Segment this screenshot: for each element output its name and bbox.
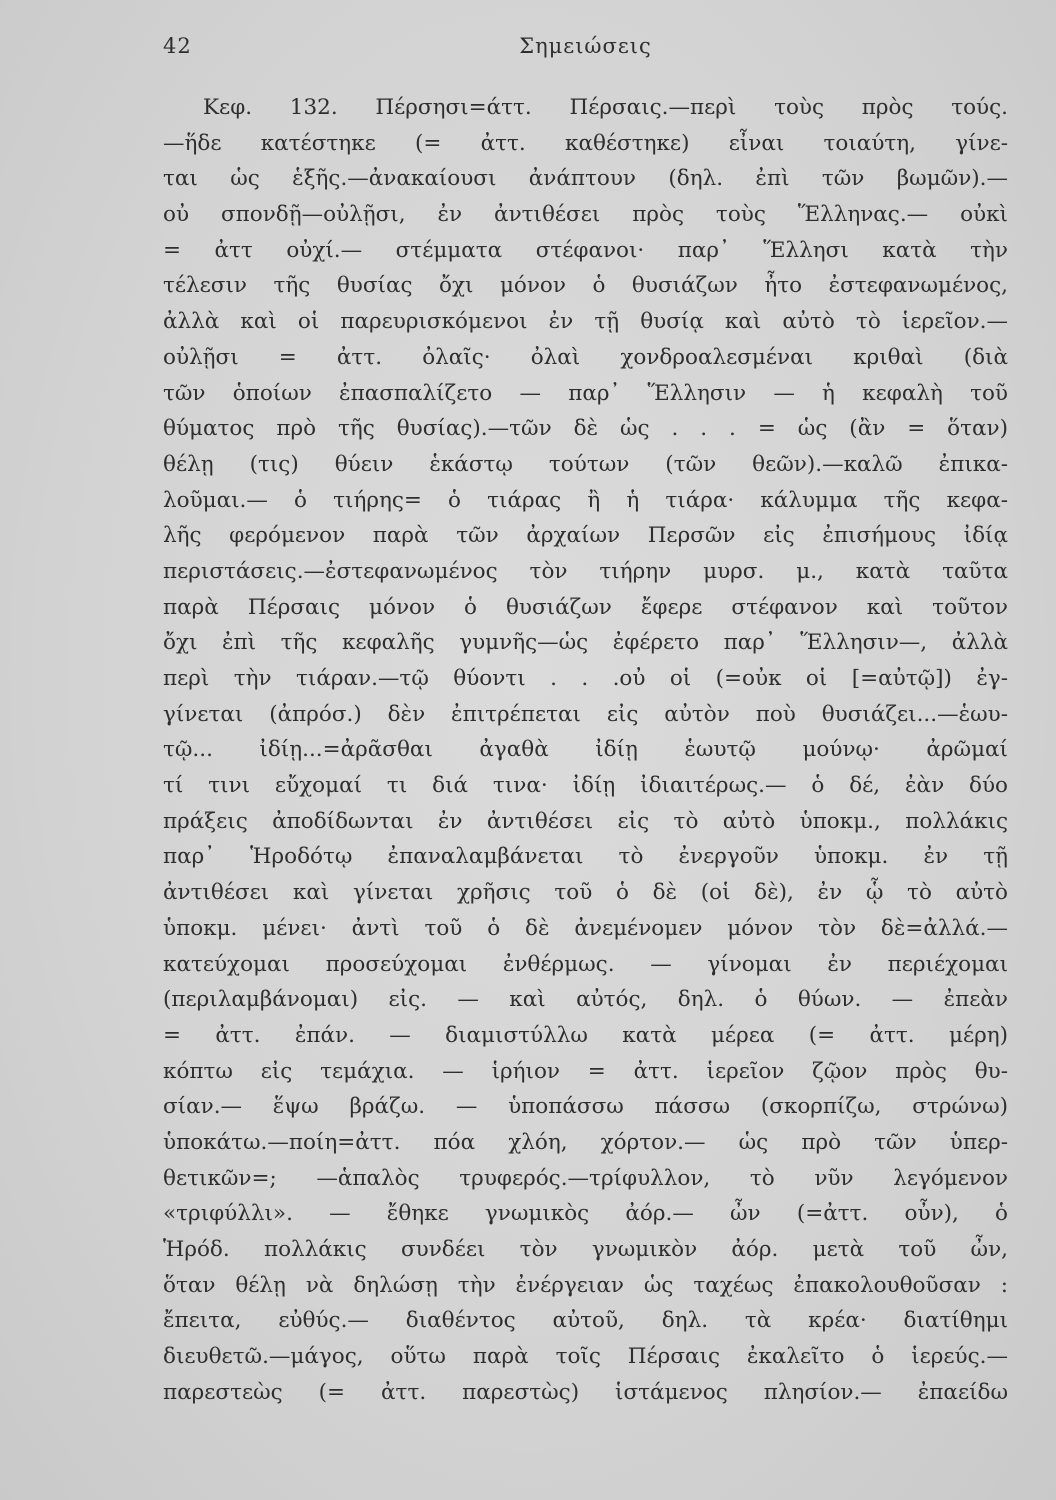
text-line: παρ᾽ Ἡροδότῳ ἐπαναλαμβάνεται τὸ ἐνεργοῦν ὑποκμ. ἐν τῇ xyxy=(163,844,1008,870)
text-line: —ἥδε κατέστηκε (= ἀττ. καθέστηκε) εἶναι τοιαύτη, γίνε- xyxy=(163,130,1008,156)
page-number: 42 xyxy=(163,34,192,58)
text-line: ὅταν θέλῃ νὰ δηλώσῃ τὴν ἐνέργειαν ὡς ταχέως ἐπακολουθοῦσαν : xyxy=(163,1272,1008,1298)
notes-body xyxy=(163,90,1008,1410)
text-line: παρὰ Πέρσαις μόνον ὁ θυσιάζων ἔφερε στέφανον καὶ τοῦτον xyxy=(163,594,1008,620)
text-line: κατεύχομαι προσεύχομαι ἐνθέρμως. — γίνομαι ἐν περιέχομαι xyxy=(163,951,1008,977)
text-line: οὐ σπονδῇ—οὐλῇσι, ἐν ἀντιθέσει πρὸς τοὺς Ἕλληνας.— οὐκὶ xyxy=(163,202,1008,228)
text-line: τῶν ὁποίων ἐπασπαλίζετο — παρ᾽ Ἕλλησιν — ἡ κεφαλὴ τοῦ xyxy=(163,380,1008,406)
text-line: παρεστεὼς (= ἀττ. παρεστὼς) ἱστάμενος πλησίον.— ἐπαείδω xyxy=(163,1379,1008,1405)
text-line: ὑποκάτω.—ποίη=ἀττ. πόα χλόη, χόρτον.— ὡς πρὸ τῶν ὑπερ- xyxy=(163,1129,1008,1155)
text-line: «τριφύλλι». — ἔθηκε γνωμικὸς ἀόρ.— ὦν (=ἀττ. οὖν), ὁ xyxy=(163,1201,1008,1227)
text-line: θύματος πρὸ τῆς θυσίας).—τῶν δὲ ὡς . . . = ὡς (ἂν = ὅταν) xyxy=(163,416,1008,442)
text-line: περὶ τὴν τιάραν.—τῷ θύοντι . . .οὐ οἱ (=οὐκ οἱ [=αὐτῷ]) ἐγ- xyxy=(163,666,1008,691)
text-line: κόπτω εἰς τεμάχια. — ἱρήιον = ἀττ. ἱερεῖον ζῷον πρὸς θυ- xyxy=(163,1058,1008,1084)
text-line: οὐλῇσι = ἀττ. ὀλαῖς· ὀλαὶ χονδροαλεσμέναι κριθαὶ (διὰ xyxy=(163,344,1008,370)
text-line: τῷ... ἰδίῃ...=ἀρᾶσθαι ἀγαθὰ ἰδίῃ ἑωυτῷ μούνῳ· ἀρῶμαί xyxy=(163,737,1008,763)
text-line: θετικῶν=; —ἁπαλὸς τρυφερός.—τρίφυλλον, τὸ νῦν λεγόμενον xyxy=(163,1165,1008,1191)
text-line: περιστάσεις.—ἐστεφανωμένος τὸν τιήρην μυρσ. μ., κατὰ ταῦτα xyxy=(163,558,1008,584)
text-line: σίαν.— ἕψω βράζω. — ὑποπάσσω πάσσω (σκορπίζω, στρώνω) xyxy=(163,1094,1008,1120)
page-header xyxy=(163,34,1008,64)
text-line: = ἀττ. ἐπάν. — διαμιστύλλω κατὰ μέρεα (= ἀττ. μέρη) xyxy=(163,1022,1008,1048)
text-line: Κεφ. 132. Πέρσησι=άττ. Πέρσαις.—περὶ τοὺς πρὸς τούς. xyxy=(203,95,1008,120)
text-line: γίνεται (ἀπρόσ.) δὲν ἐπιτρέπεται εἰς αὐτὸν ποὺ θυσιάζει...—ἑωυ- xyxy=(163,701,1008,727)
text-line: ὑποκμ. μένει· ἀντὶ τοῦ ὁ δὲ ἀνεμένομεν μόνον τὸν δὲ=ἀλλά.— xyxy=(163,915,1008,941)
text-line: ἔπειτα, εὐθύς.— διαθέντος αὐτοῦ, δηλ. τὰ κρέα· διατίθημι xyxy=(163,1308,1008,1334)
text-line: τέλεσιν τῆς θυσίας ὄχι μόνον ὁ θυσιάζων ἦτο ἐστεφανωμένος, xyxy=(163,273,1008,299)
text-line: = ἀττ οὐχί.— στέμματα στέφανοι· παρ᾽ Ἕλλησι κατὰ τὴν xyxy=(163,237,1008,263)
text-line: τί τινι εὔχομαί τι διά τινα· ἰδίῃ ἰδιαιτέρως.— ὁ δέ, ἐὰν δύο xyxy=(163,773,1008,799)
text-line: Ἡρόδ. πολλάκις συνδέει τὸν γνωμικὸν ἀόρ. μετὰ τοῦ ὦν, xyxy=(163,1237,1008,1262)
text-line: (περιλαμβάνομαι) εἰς. — καὶ αὐτός, δηλ. ὁ θύων. — ἐπεὰν xyxy=(163,987,1008,1013)
running-title: Σημειώσεις xyxy=(519,34,652,58)
text-line: ται ὡς ἑξῆς.—ἀνακαίουσι ἀνάπτουν (δηλ. ἐπὶ τῶν βωμῶν).— xyxy=(163,166,1008,192)
text-line: πράξεις ἀποδίδωνται ἐν ἀντιθέσει εἰς τὸ αὐτὸ ὑποκμ., πολλάκις xyxy=(163,808,1008,834)
text-line: διευθετῶ.—μάγος, οὕτω παρὰ τοῖς Πέρσαις ἐκαλεῖτο ὁ ἱερεύς.— xyxy=(163,1344,1008,1370)
text-line: λῆς φερόμενον παρὰ τῶν ἀρχαίων Περσῶν εἰς ἐπισήμους ἰδίᾳ xyxy=(163,523,1008,549)
text-line: ἀντιθέσει καὶ γίνεται χρῆσις τοῦ ὁ δὲ (οἱ δὲ), ἐν ᾧ τὸ αὐτὸ xyxy=(163,880,1008,906)
text-line: ὄχι ἐπὶ τῆς κεφαλῆς γυμνῆς—ὡς ἐφέρετο παρ᾽ Ἕλλησιν—, ἀλλὰ xyxy=(163,630,1008,656)
text-line: ἀλλὰ καὶ οἱ παρευρισκόμενοι ἐν τῇ θυσίᾳ καὶ αὐτὸ τὸ ἱερεῖον.— xyxy=(163,309,1008,335)
text-line: λοῦμαι.— ὁ τιήρης= ὁ τιάρας ἢ ἡ τιάρα· κάλυμμα τῆς κεφα- xyxy=(163,487,1008,513)
text-line: θέλῃ (τις) θύειν ἑκάστῳ τούτων (τῶν θεῶν).—καλῶ ἐπικα- xyxy=(163,451,1008,477)
